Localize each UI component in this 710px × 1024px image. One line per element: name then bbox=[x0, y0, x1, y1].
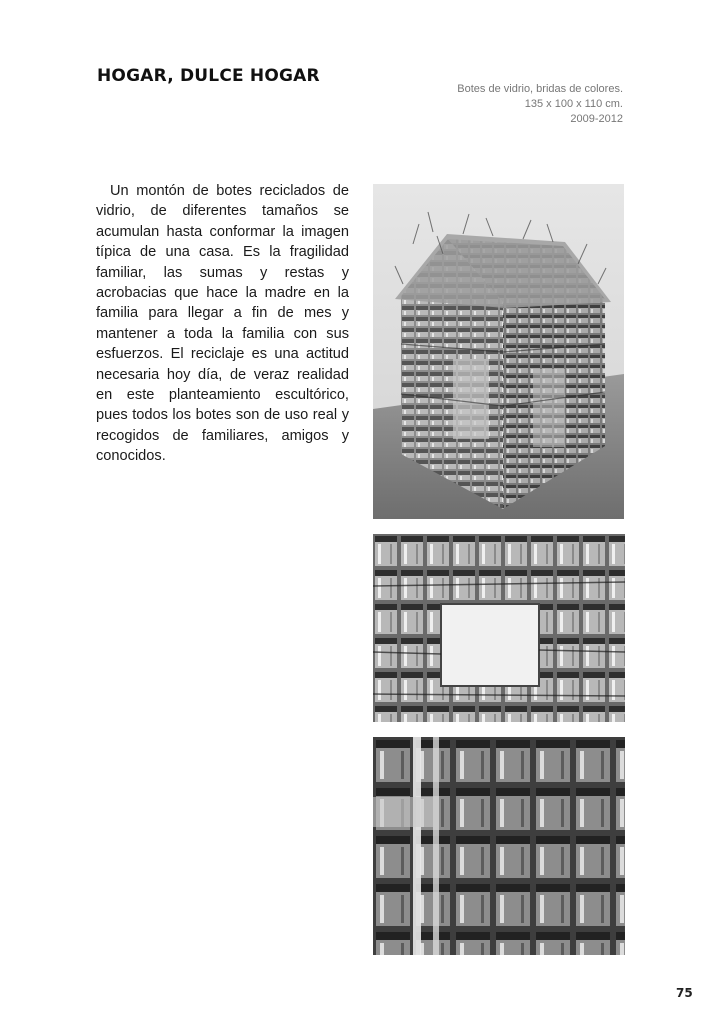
jars-closeup-photo bbox=[373, 737, 625, 955]
artwork-description: Un montón de botes reciclados de vidrio, de diferentes tamaños se acumulan hasta conformar la imagen típica de una casa. Es la fragilidad familiar, las sumas y restas y acrobacias que hace la madre en la familia para llegar a fin de mes y mantener a toda la familia con sus esfuerzos. El reciclaje es una actitud necesaria hoy día, de veraz realidad en este planteamiento escultórico, pues todos los botes son de uso real y recogidos de familiares, amigos y conocidos. bbox=[96, 183, 349, 465]
window-detail-photo bbox=[373, 534, 625, 722]
caption-years: 2009-2012 bbox=[570, 113, 623, 125]
caption-materials: Botes de vidrio, bridas de colores. bbox=[457, 83, 623, 95]
caption-dimensions: 135 x 100 x 110 cm. bbox=[524, 98, 623, 110]
artwork-title: HOGAR, DULCE HOGAR bbox=[97, 66, 320, 86]
house-sculpture-photo bbox=[373, 184, 624, 519]
page-number: 75 bbox=[676, 986, 693, 1000]
artwork-caption bbox=[363, 82, 623, 127]
